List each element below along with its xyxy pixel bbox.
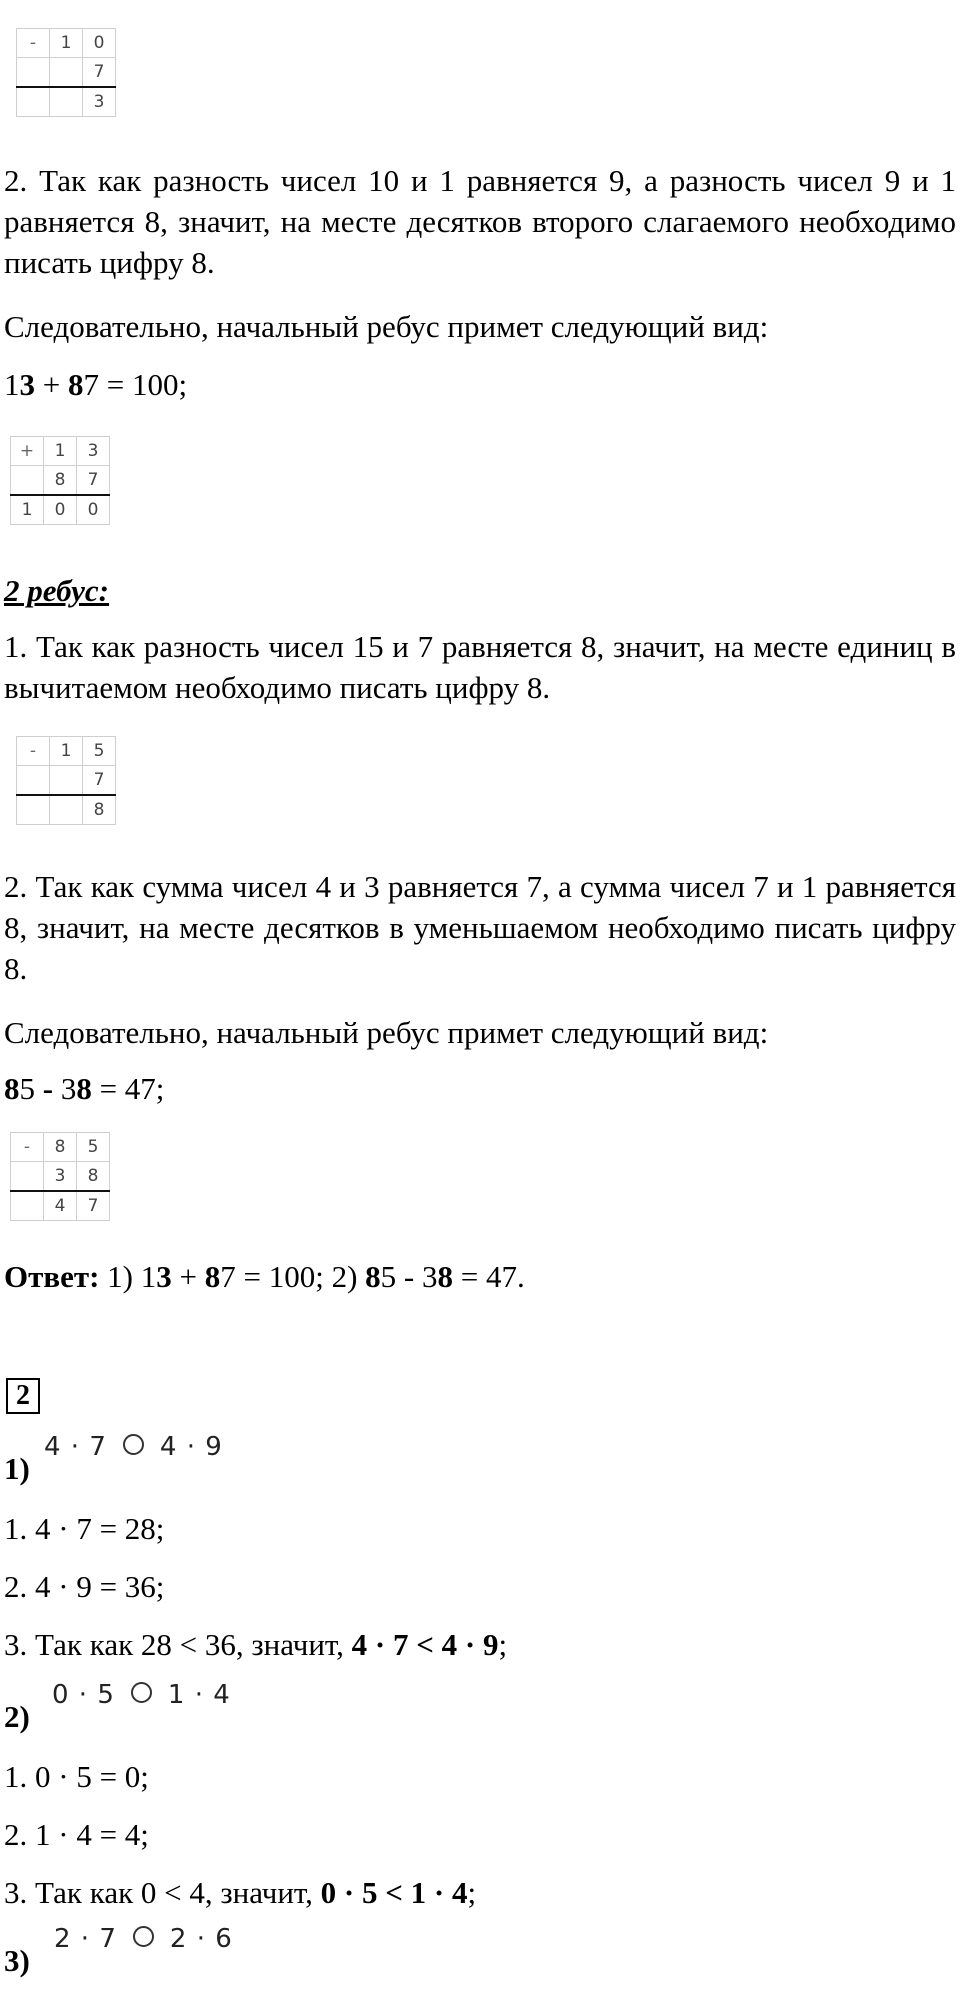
part-1-label: 1) xyxy=(4,1451,30,1486)
grid-cell: 5 xyxy=(77,1133,110,1162)
grid-cell: 7 xyxy=(83,58,116,88)
eq-operator: - xyxy=(35,1071,61,1106)
grid-cell: 1 xyxy=(50,737,83,766)
task-number-box: 2 xyxy=(6,1378,40,1414)
conclusion-text: Следовательно, начальный ребус примет следующий вид: xyxy=(4,1015,769,1050)
addition-grid-13-87 xyxy=(10,436,110,525)
answer-label: Ответ: xyxy=(4,1259,100,1294)
eq-digit: 3 xyxy=(60,1071,77,1106)
subtraction-grid-85-38 xyxy=(10,1132,110,1221)
grid-cell: 0 xyxy=(83,29,116,58)
rebus-2-step-1: 1. Так как разность чисел 15 и 7 равняется 8, значит, на месте единиц в вычитаемом необходимо писать цифру 8. xyxy=(4,629,956,705)
grid-cell: 1 xyxy=(44,437,77,466)
step-2-paragraph: 2. Так как разность чисел 10 и 1 равняется 9, а разность чисел 9 и 1 равняется 8, значит, на месте десятков второго слагаемого необходимо писать цифру 8. xyxy=(4,163,956,280)
subtraction-grid-15-7 xyxy=(16,736,116,825)
step-line: 1. 0 · 5 = 0; xyxy=(4,1759,149,1794)
comparison-expression-2 xyxy=(52,1680,231,1710)
eq-digit-found: 8 xyxy=(4,1071,20,1106)
answer-digit-found: 3 xyxy=(156,1259,172,1294)
part-3-label: 3) xyxy=(4,1943,30,1978)
grid-cell: + xyxy=(11,437,44,466)
comparison-circle-icon xyxy=(131,1682,152,1703)
grid-cell xyxy=(17,58,50,88)
eq-result: = 100; xyxy=(98,367,188,402)
rebus-2-heading: 2 ребус: xyxy=(4,573,110,608)
step-line xyxy=(4,1872,476,1913)
compare-left: 2 · 7 xyxy=(54,1924,117,1954)
grid-cell xyxy=(17,766,50,796)
eq-digit-found: 3 xyxy=(19,367,35,402)
conclusion-text: Следовательно, начальный ребус примет следующий вид: xyxy=(4,309,769,344)
comparison-expression-3 xyxy=(54,1924,233,1954)
grid-cell: 8 xyxy=(44,1133,77,1162)
rebus-2-step-2: 2. Так как сумма чисел 4 и 3 равняется 7, а сумма чисел 7 и 1 равняется 8, значит, на месте десятков в уменьшаемом необходимо писать цифру 8. xyxy=(4,869,956,986)
grid-cell xyxy=(11,466,44,496)
part-2-label: 2) xyxy=(4,1699,30,1734)
step-text: 3. Так как 28 < 36, значит, xyxy=(4,1627,352,1662)
grid-cell xyxy=(50,795,83,825)
compare-left: 0 · 5 xyxy=(52,1680,115,1710)
subtraction-grid-10-7 xyxy=(16,28,116,117)
grid-cell: 3 xyxy=(77,437,110,466)
answer-text: 7 = 100; 2) xyxy=(220,1259,366,1294)
step-line xyxy=(4,1624,507,1665)
grid-cell xyxy=(50,58,83,88)
step-text: 3. Так как 0 < 4, значит, xyxy=(4,1875,321,1910)
grid-cell: 0 xyxy=(77,495,110,525)
grid-cell: 4 xyxy=(44,1191,77,1221)
answer-line xyxy=(4,1256,525,1297)
grid-cell: 1 xyxy=(50,29,83,58)
comparison-circle-icon xyxy=(123,1434,144,1455)
answer-text: 1) 1 xyxy=(99,1259,157,1294)
grid-cell: 5 xyxy=(83,737,116,766)
step-text: ; xyxy=(498,1627,508,1662)
eq-digit: 7 xyxy=(83,367,99,402)
compare-right: 1 · 4 xyxy=(167,1680,231,1710)
answer-text: 5 - 3 xyxy=(380,1259,438,1294)
step-text: ; xyxy=(467,1875,477,1910)
step-line: 2. 4 · 9 = 36; xyxy=(4,1569,165,1604)
equation-addition xyxy=(4,364,187,405)
equation-subtraction xyxy=(4,1068,164,1109)
grid-cell xyxy=(11,1162,44,1192)
grid-cell xyxy=(17,795,50,825)
step-conclusion: 0 · 5 < 1 · 4 xyxy=(320,1875,468,1910)
grid-cell: 7 xyxy=(83,766,116,796)
grid-cell xyxy=(17,87,50,117)
grid-cell: 7 xyxy=(77,1191,110,1221)
grid-cell: 0 xyxy=(44,495,77,525)
grid-cell: 7 xyxy=(77,466,110,496)
grid-cell: 8 xyxy=(77,1162,110,1192)
compare-right: 4 · 9 xyxy=(159,1432,223,1462)
grid-cell: - xyxy=(11,1133,44,1162)
grid-cell: - xyxy=(17,29,50,58)
eq-operator: + xyxy=(35,367,68,402)
grid-cell: 8 xyxy=(83,795,116,825)
eq-digit: 5 xyxy=(19,1071,35,1106)
comparison-expression-1 xyxy=(44,1432,223,1462)
grid-cell: 3 xyxy=(44,1162,77,1192)
answer-digit-found: 8 xyxy=(365,1259,381,1294)
compare-left: 4 · 7 xyxy=(44,1432,107,1462)
eq-result: = 47; xyxy=(91,1071,165,1106)
grid-cell xyxy=(50,87,83,117)
step-conclusion: 4 · 7 < 4 · 9 xyxy=(351,1627,499,1662)
grid-cell: 1 xyxy=(11,495,44,525)
answer-text: = 47. xyxy=(452,1259,525,1294)
grid-cell: 8 xyxy=(44,466,77,496)
step-line: 1. 4 · 7 = 28; xyxy=(4,1511,165,1546)
compare-right: 2 · 6 xyxy=(169,1924,233,1954)
answer-digit-found: 8 xyxy=(204,1259,221,1294)
grid-cell xyxy=(11,1191,44,1221)
step-line: 2. 1 · 4 = 4; xyxy=(4,1817,149,1852)
grid-cell: - xyxy=(17,737,50,766)
eq-digit: 1 xyxy=(4,367,20,402)
comparison-circle-icon xyxy=(133,1926,154,1947)
eq-digit-found: 8 xyxy=(67,367,84,402)
grid-cell xyxy=(50,766,83,796)
answer-digit-found: 8 xyxy=(437,1259,453,1294)
answer-text: + xyxy=(171,1259,205,1294)
eq-digit-found: 8 xyxy=(76,1071,92,1106)
grid-cell: 3 xyxy=(83,87,116,117)
